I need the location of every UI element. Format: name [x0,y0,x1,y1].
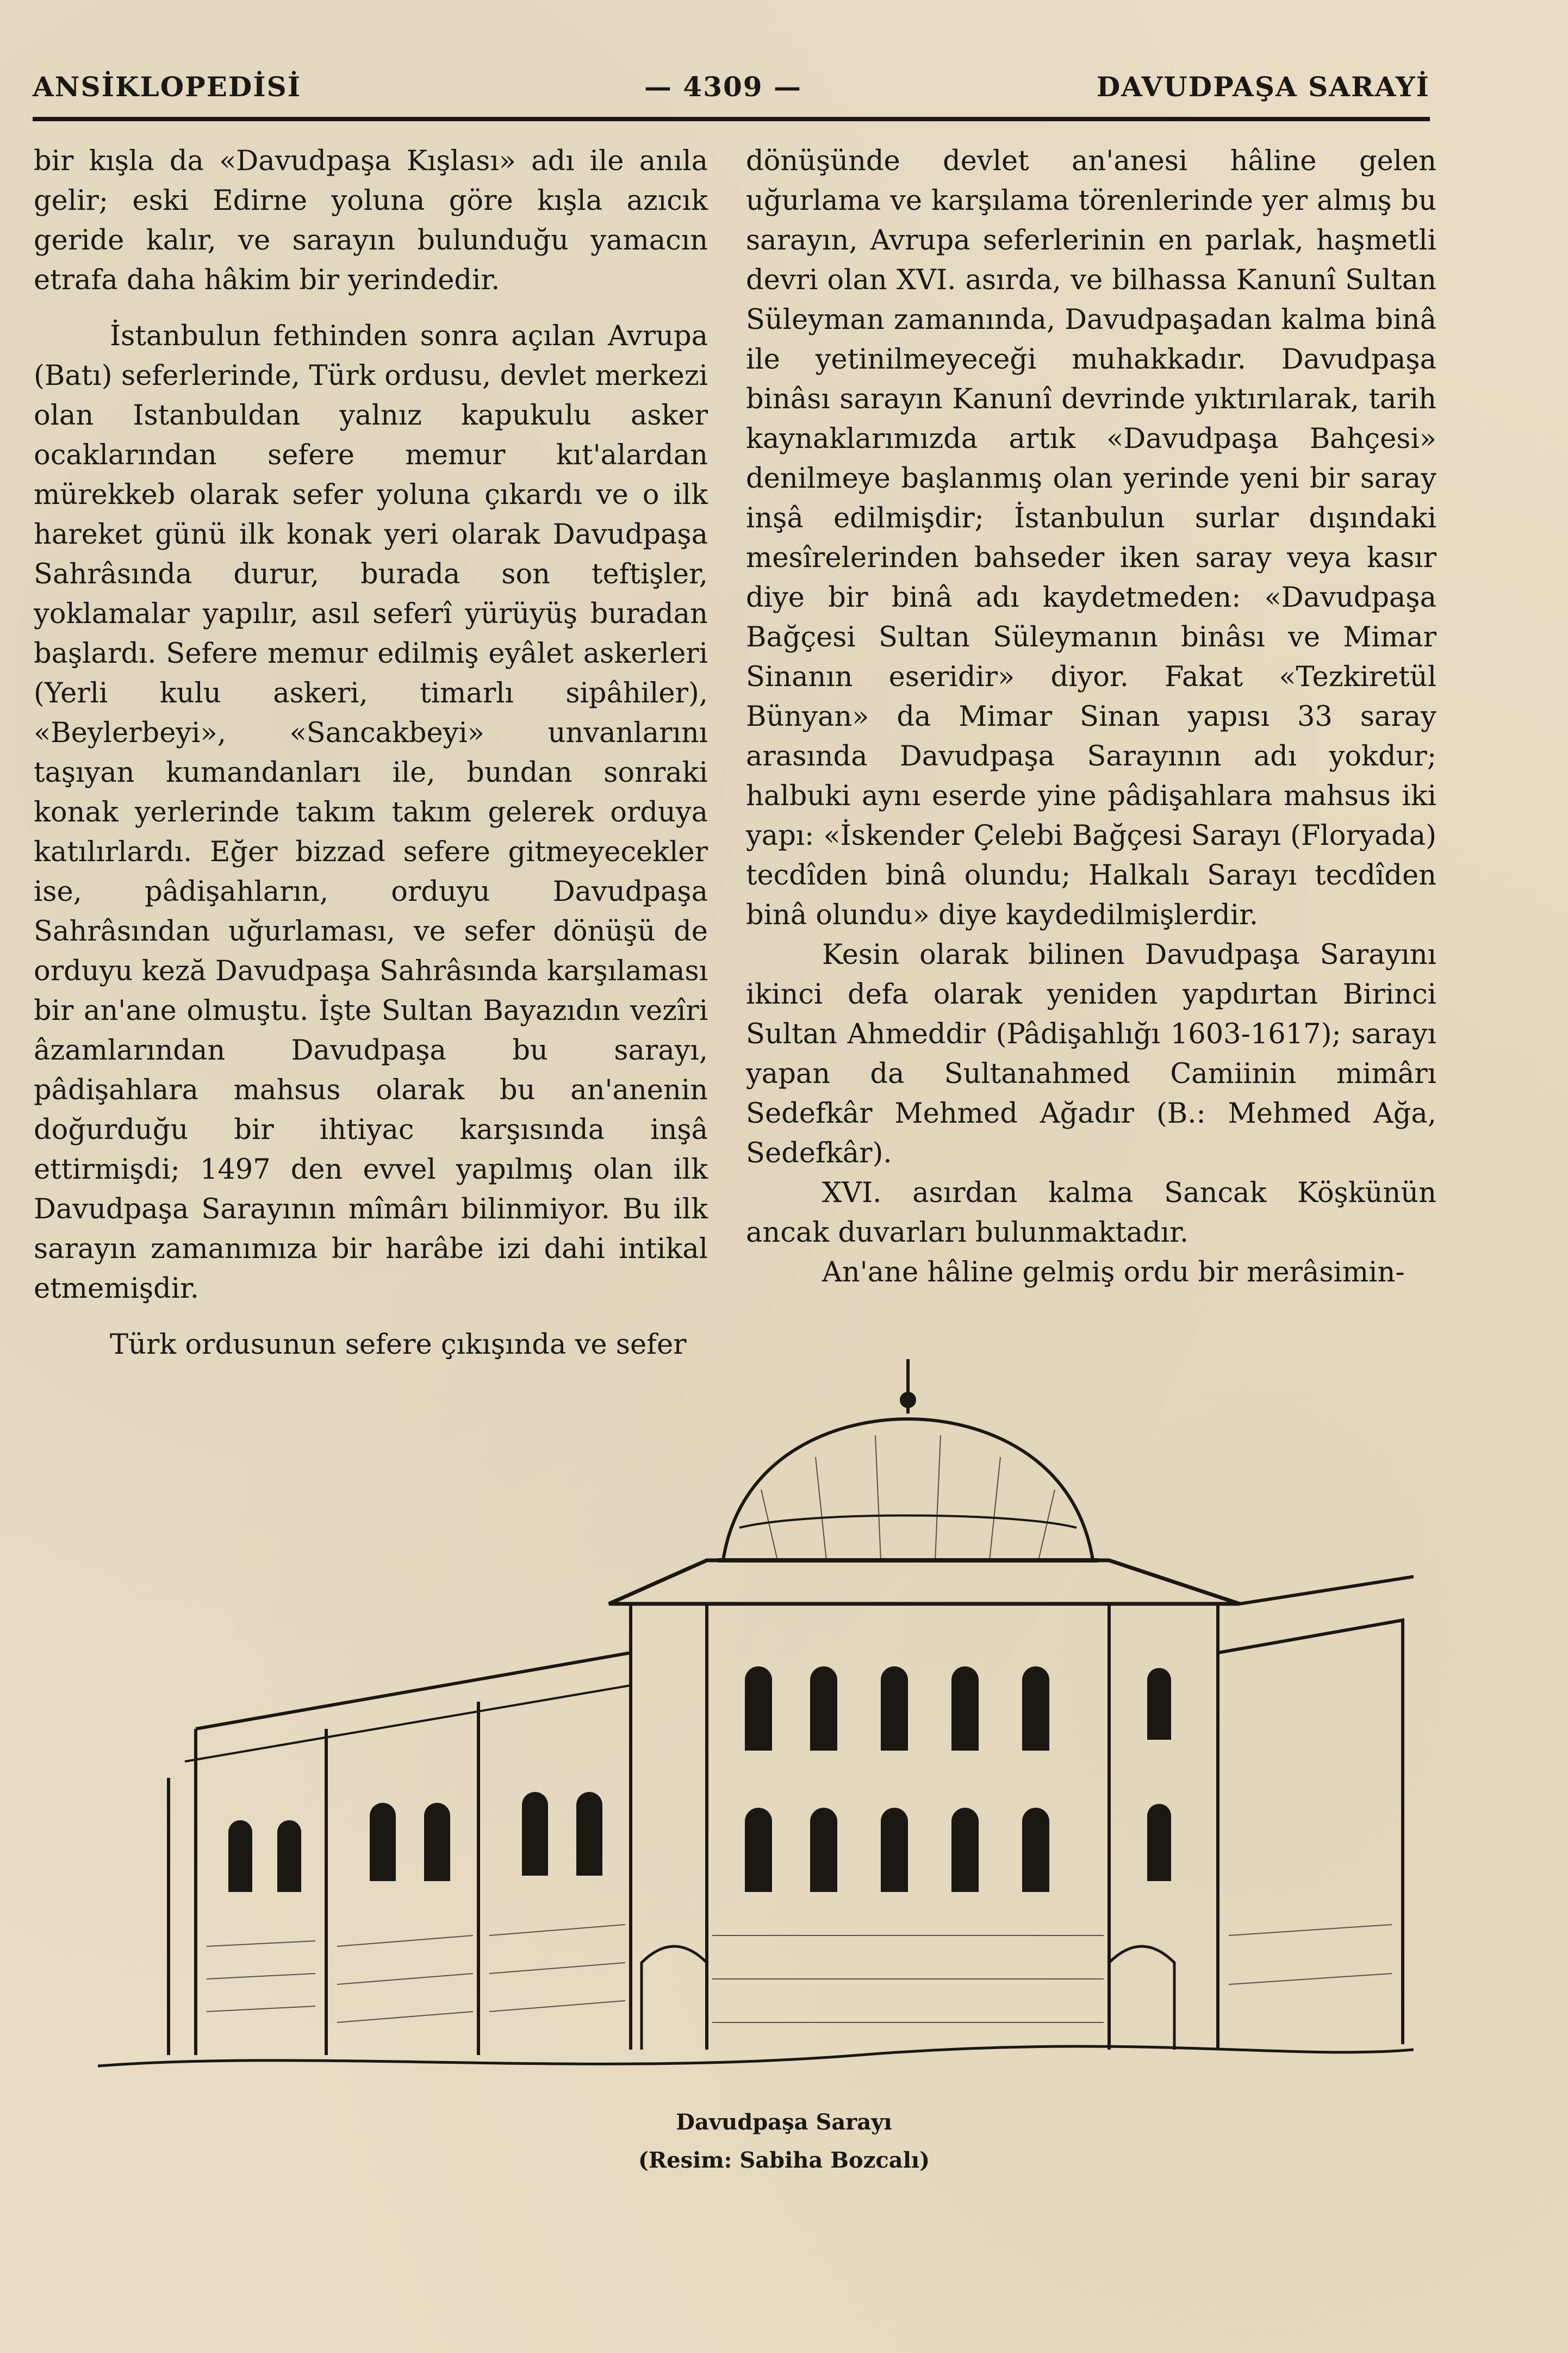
left-column [34,141,708,1365]
paragraph: Türk ordusunun sefere çıkışında ve sefer [110,1329,687,1361]
paragraph: İstanbulun fethinden sonra açılan Avrupa (Batı) seferlerinde, Türk ordusu, devlet merkezi olan Istanbuldan yalnız kapukulu asker ocaklarından sefere memur kıt'alardan mürekkeb olarak sefer yoluna çıkardı ve o ilk hareket günü ilk konak yeri olarak Davudpaşa Sahrâsında durur, burada son teftişler, yoklamalar yapılır, asıl seferî yürüyüş buradan başlardı. Sefere memur edilmiş eyâlet askerleri (Yerli kulu askeri, timarlı sipâhiler), «Beylerbeyi», «Sancakbeyi» unvanlarını taşıyan kumandanları ile, bundan sonraki konak yerlerinde takım takım gelerek orduya katılırlardı. Eğer bizzad sefere gitmeyecekler ise, pâdişahların, orduyu Davudpaşa Sahrâsından uğurlaması, ve sefer dönüşü de orduyu keză Davudpaşa Sahrâsında karşılaması bir an'ane olmuştu. İşte Sultan Bayazıdın vezîri âzamlarından Davudpaşa bu sarayı, pâdişahlara mahsus olarak bu an'anenin doğurduğu bir ihtiyac karşısında inşâ ettirmişdi; 1497 den evvel yapılmış olan ilk Davudpaşa Sarayının mîmârı bilinmiyor. Bu ilk sarayın zamanımıza bir harâbe izi dahi intikal etmemişdir. [34,320,708,1305]
header-rule [33,117,1430,121]
paragraph: Kesin olarak bilinen Davudpaşa Sarayını ikinci defa olarak yeniden yapdırtan Birinci Sultan Ahmeddir (Pâdişahlığı 1603-1617); sarayı yapan da Sultanahmed Camiinin mimârı Sedefkâr Mehmed Ağadır (B.: Mehmed Ağa, Sedefkâr). [746,939,1436,1169]
page-header [33,60,1430,109]
paragraph: bir kışla da «Davudpaşa Kışlası» adı ile anıla gelir; eski Edirne yoluna göre kışla azıcık geride kalır, ve sarayın bulunduğu yamacın etrafa daha hâkim bir yerindedir. [34,145,708,296]
figure-credit: (Resim: Sabiha Bozcalı) [638,2147,930,2173]
palace-illustration [98,1348,1414,2099]
figure-caption: Davudpaşa Sarayı [676,2109,892,2135]
paragraph: XVI. asırdan kalma Sancak Köşkünün ancak duvarları bulunmaktadır. [746,1177,1436,1249]
right-column [746,141,1436,1292]
paragraph: dönüşünde devlet an'anesi hâline gelen uğurlama ve karşılama törenlerinde yer almış bu sarayın, Avrupa seferlerinin en parlak, haşmetli devri olan XVI. asırda, ve bilhassa Kanunî Sultan Süleyman zamanında, Davudpaşadan kalma binâ ile yetinilmeyeceği muhakkadır. Davudpaşa binâsı sarayın Kanunî devrinde yıktırılarak, tarih kaynaklarımızda artık «Davudpaşa Bahçesi» denilmeye başlanmış olan yerinde yeni bir saray inşâ edilmişdir; İstanbulun surlar dışındaki mesîrelerinden bahseder iken saray veya kasır diye bir binâ adı kaydetmeden: «Davudpaşa Bağçesi Sultan Süleymanın binâsı ve Mimar Sinanın eseridir» diyor. Fakat «Tezkiretül Bünyan» da Mimar Sinan yapısı 33 saray arasında Davudpaşa Sarayının adı yokdur; halbuki aynı eserde yine pâdişahlara mahsus iki yapı: «İskender Çelebi Bağçesi Sarayı (Floryada) tecdîden binâ olundu; Halkalı Sarayı tecdîden binâ olundu» diye kaydedilmişlerdir. [746,145,1436,931]
encyclopedia-title: ANSİKLOPEDİSİ [33,71,302,103]
paragraph: An'ane hâline gelmiş ordu bir merâsimin- [822,1256,1405,1288]
page-number: — 4309 — [644,71,802,103]
article-title: DAVUDPAŞA SARAYİ [1096,71,1430,103]
